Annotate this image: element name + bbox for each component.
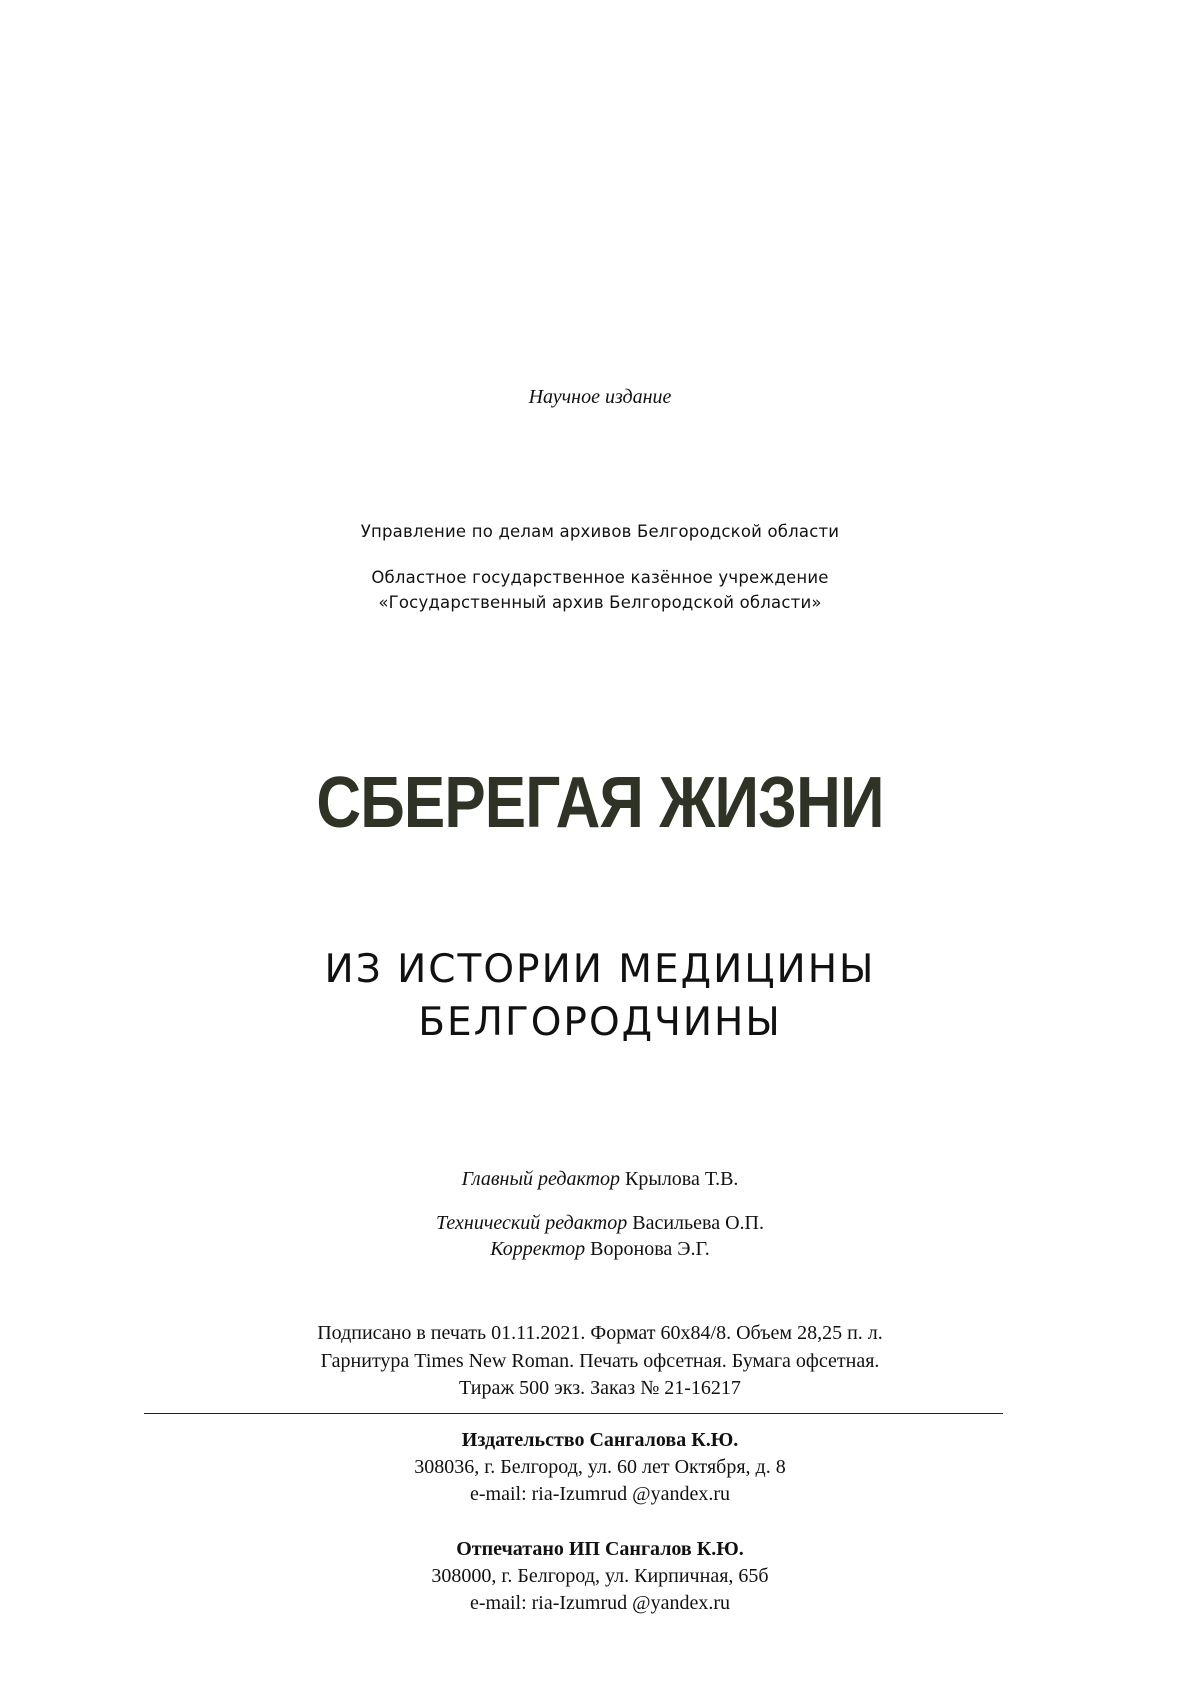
organization-department: Управление по делам архивов Белгородской области — [360, 522, 840, 541]
printer-address: 308000, г. Белгород, ул. Кирпичная, 65б — [431, 1565, 769, 1587]
printer-name: Отпечатано ИП Сангалов К.Ю. — [456, 1538, 744, 1560]
credit-name: Воронова Э.Г. — [590, 1238, 710, 1260]
credit-chief-editor — [0, 1168, 1200, 1191]
credit-role: Главный редактор — [461, 1168, 621, 1190]
credit-role: Технический редактор — [436, 1212, 628, 1234]
imprint-line-1: Подписано в печать 01.11.2021. Формат 60х84/8. Объем 28,25 п. л. — [317, 1322, 883, 1344]
subtitle-line-2: БЕЛГОРОДЧИНЫ — [418, 1000, 782, 1045]
credit-name: Крылова Т.В. — [625, 1168, 739, 1190]
imprint-line-3: Тираж 500 экз. Заказ № 21-16217 — [459, 1377, 741, 1399]
subtitle-line-1: ИЗ ИСТОРИИ МЕДИЦИНЫ — [324, 947, 876, 992]
imprint-line-2: Гарнитура Times New Roman. Печать офсетная. Бумага офсетная. — [320, 1350, 880, 1372]
edition-type: Научное издание — [528, 386, 672, 408]
printer-email: e-mail: ria-Izumrud @yandex.ru — [470, 1592, 730, 1614]
organization-archive: «Государственный архив Белгородской области» — [378, 593, 822, 612]
publisher-address: 308036, г. Белгород, ул. 60 лет Октября, д. 8 — [414, 1456, 786, 1478]
credit-proofreader — [0, 1238, 1200, 1261]
credit-name: Васильева О.П. — [632, 1212, 764, 1234]
credit-role: Корректор — [490, 1238, 586, 1260]
publisher-name: Издательство Сангалова К.Ю. — [461, 1429, 739, 1451]
organization-institution: Областное государственное казённое учреждение — [371, 568, 829, 587]
book-title: СБЕРЕГАЯ ЖИЗНИ — [316, 763, 884, 843]
publisher-email: e-mail: ria-Izumrud @yandex.ru — [470, 1483, 730, 1505]
credit-technical-editor — [0, 1212, 1200, 1235]
divider-rule — [144, 1413, 1003, 1414]
